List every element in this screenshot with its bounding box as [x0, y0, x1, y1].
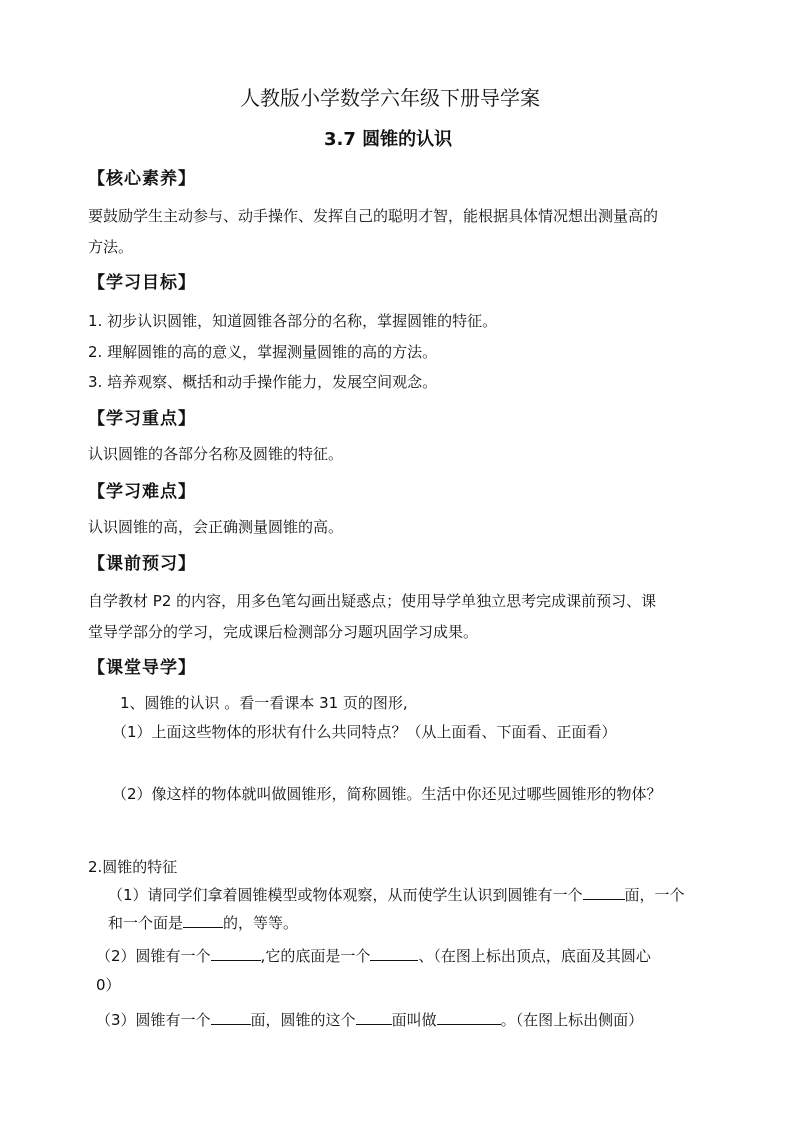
feature-question-2-text-b: ,它的底面是一个 [260, 947, 371, 965]
question-common-features: （1）上面这些物体的形状有什么共同特点？（从上面看、下面看、正面看） [112, 723, 617, 741]
answer-blank[interactable] [356, 1009, 392, 1025]
learning-goal-item: 2. 理解圆锥的高的意义，掌握测量圆锥的高的方法。 [88, 343, 438, 361]
feature-question-3 [96, 1009, 643, 1030]
answer-blank[interactable] [437, 1009, 501, 1025]
feature-question-2-line-2: 0） [96, 976, 121, 994]
learning-goals-heading: 【学习目标】 [88, 273, 196, 293]
feature-question-3-text-b: 面，圆锥的这个 [250, 1011, 356, 1029]
feature-question-3-text-d: 。（在图上标出侧面） [500, 1011, 644, 1029]
document-title: 人教版小学数学六年级下册导学案 [240, 86, 540, 110]
lesson-title: 3.7 圆锥的认识 [324, 129, 453, 150]
learning-goal-item: 1. 初步认识圆锥，知道圆锥各部分的名称，掌握圆锥的特征。 [88, 312, 498, 330]
difficult-points-text: 认识圆锥的高，会正确测量圆锥的高。 [88, 518, 344, 536]
feature-question-3-text-a: （3）圆锥有一个 [96, 1011, 211, 1029]
question-cone-objects: （2）像这样的物体就叫做圆锥形，简称圆锥。生活中你还见过哪些圆锥形的物体？ [112, 785, 662, 803]
answer-blank[interactable] [183, 912, 223, 928]
preview-line-1: 自学教材 P2 的内容，用多色笔勾画出疑惑点；使用导学单独立思考完成课前预习、课 [88, 592, 657, 610]
core-literacy-line-1: 要鼓励学生主动参与、动手操作、发挥自己的聪明才智，能根据具体情况想出测量高的 [88, 207, 659, 225]
feature-question-2-line-1 [96, 945, 651, 966]
feature-question-1-text-b: 面，一个 [624, 886, 685, 904]
classroom-heading: 【课堂导学】 [88, 658, 196, 678]
feature-question-1-line-1 [108, 884, 685, 905]
answer-blank[interactable] [370, 945, 418, 961]
answer-blank[interactable] [211, 1009, 251, 1025]
cone-recognition-intro: 1、圆锥的认识 。看一看课本 31 页的图形, [120, 694, 408, 712]
feature-question-1-line-2 [108, 912, 298, 933]
core-literacy-line-2: 方法。 [88, 238, 134, 256]
answer-blank[interactable] [583, 884, 625, 900]
learning-goal-item: 3. 培养观察、概括和动手操作能力，发展空间观念。 [88, 373, 438, 391]
feature-question-2-text-c: 、（在图上标出顶点，底面及其圆心 [418, 947, 651, 965]
answer-blank[interactable] [211, 945, 261, 961]
feature-question-1-text-a: （1）请同学们拿着圆锥模型或物体观察，从而使学生认识到圆锥有一个 [108, 886, 583, 904]
preview-heading: 【课前预习】 [88, 554, 196, 574]
core-literacy-heading: 【核心素养】 [88, 169, 196, 189]
cone-features-heading: 2.圆锥的特征 [88, 858, 178, 876]
difficult-points-heading: 【学习难点】 [88, 482, 196, 502]
feature-question-1-text-c: 和一个面是 [108, 914, 184, 932]
feature-question-2-text-a: （2）圆锥有一个 [96, 947, 211, 965]
feature-question-3-text-c: 面叫做 [391, 1011, 437, 1029]
preview-line-2: 堂导学部分的学习，完成课后检测部分习题巩固学习成果。 [88, 623, 479, 641]
feature-question-1-text-d: 的，等等。 [223, 914, 299, 932]
key-points-heading: 【学习重点】 [88, 409, 196, 429]
key-points-text: 认识圆锥的各部分名称及圆锥的特征。 [88, 445, 344, 463]
